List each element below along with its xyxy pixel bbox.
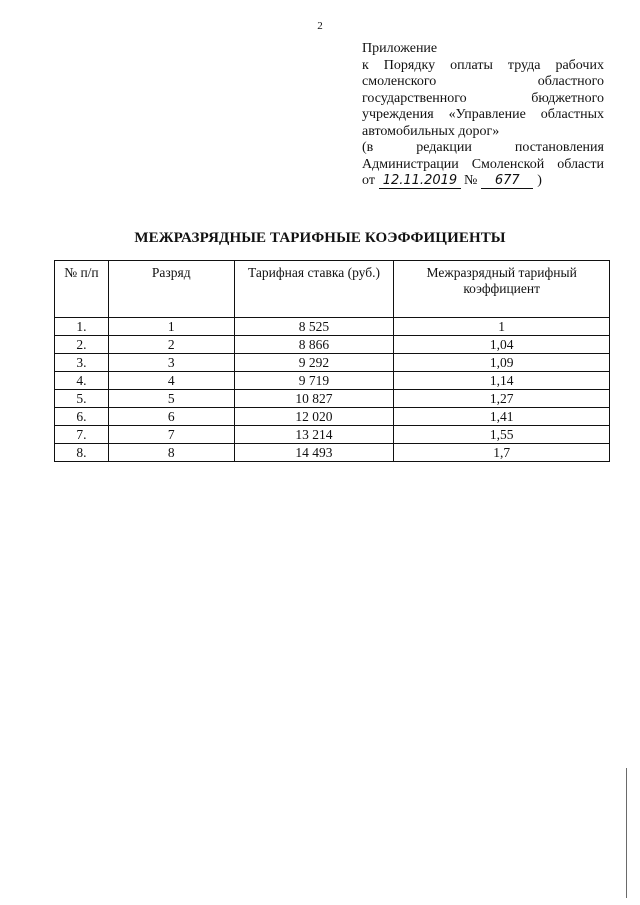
cell-number: 3.	[55, 354, 109, 372]
cell-rate: 10 827	[234, 390, 394, 408]
appendix-word: бюджетного	[531, 90, 604, 106]
appendix-word: труда	[507, 57, 541, 73]
cell-grade: 1	[108, 318, 234, 336]
cell-rate: 13 214	[234, 426, 394, 444]
number-label: №	[463, 173, 478, 188]
cell-grade: 2	[108, 336, 234, 354]
cell-coefficient: 1,09	[394, 354, 610, 372]
cell-grade: 7	[108, 426, 234, 444]
cell-rate: 9 292	[234, 354, 394, 372]
cell-number: 8.	[55, 444, 109, 462]
appendix-line	[362, 74, 604, 91]
cell-number: 7.	[55, 426, 109, 444]
cell-rate: 12 020	[234, 408, 394, 426]
table-row	[55, 336, 610, 354]
appendix-word: «Управление	[448, 107, 526, 122]
handwritten-number: 677	[481, 174, 533, 189]
appendix-line	[362, 107, 604, 124]
appendix-word: области	[557, 156, 604, 172]
appendix-word: смоленского	[362, 74, 437, 89]
table-row	[55, 408, 610, 426]
from-label: от	[362, 173, 375, 188]
appendix-line	[362, 91, 604, 108]
table-row	[55, 372, 610, 390]
document-title: МЕЖРАЗРЯДНЫЕ ТАРИФНЫЕ КОЭФФИЦИЕНТЫ	[134, 230, 506, 246]
cell-coefficient: 1,41	[394, 408, 610, 426]
appendix-word: областного	[537, 74, 604, 89]
appendix-line	[362, 58, 604, 75]
handwritten-date: 12.11.2019	[379, 174, 461, 189]
page-number: 2	[317, 20, 323, 32]
table-row	[55, 426, 610, 444]
cell-coefficient: 1,04	[394, 336, 610, 354]
cell-coefficient: 1,7	[394, 444, 610, 462]
cell-number: 6.	[55, 408, 109, 426]
scan-margin-mark	[626, 768, 627, 898]
tariff-table	[54, 260, 610, 462]
header-rate: Тарифная ставка (руб.)	[234, 261, 394, 318]
appendix-word: к	[362, 57, 369, 73]
cell-grade: 5	[108, 390, 234, 408]
cell-rate: 9 719	[234, 372, 394, 390]
appendix-word: оплаты	[450, 57, 493, 73]
cell-grade: 8	[108, 444, 234, 462]
appendix-line	[362, 140, 604, 157]
cell-coefficient: 1,14	[394, 372, 610, 390]
cell-rate: 8 525	[234, 318, 394, 336]
cell-number: 5.	[55, 390, 109, 408]
appendix-word: областных	[540, 107, 604, 122]
table-body	[55, 318, 610, 462]
appendix-word: Смоленской	[471, 156, 545, 172]
appendix-word: Администрации	[362, 156, 459, 172]
cell-rate: 8 866	[234, 336, 394, 354]
appendix-line	[362, 124, 604, 141]
table-row	[55, 444, 610, 462]
appendix-word: учреждения	[362, 107, 434, 122]
appendix-header	[362, 41, 604, 190]
header-number: № п/п	[55, 261, 109, 318]
table-row	[55, 390, 610, 408]
table-row	[55, 354, 610, 372]
cell-grade: 4	[108, 372, 234, 390]
table-header-row	[55, 261, 610, 318]
appendix-line	[362, 157, 604, 174]
cell-grade: 3	[108, 354, 234, 372]
cell-coefficient: 1,55	[394, 426, 610, 444]
cell-number: 1.	[55, 318, 109, 336]
cell-grade: 6	[108, 408, 234, 426]
appendix-word: (в	[362, 140, 374, 155]
table-row	[55, 318, 610, 336]
cell-rate: 14 493	[234, 444, 394, 462]
appendix-date-line	[362, 173, 604, 190]
appendix-word: Порядку	[383, 57, 436, 73]
header-coefficient: Межразрядный тарифный коэффициент	[394, 261, 610, 318]
appendix-word: редакции	[416, 140, 472, 155]
closing-paren: )	[537, 173, 542, 188]
appendix-word: постановления	[514, 140, 604, 155]
cell-coefficient: 1	[394, 318, 610, 336]
cell-number: 4.	[55, 372, 109, 390]
cell-number: 2.	[55, 336, 109, 354]
appendix-word: автомобильных дорог»	[362, 123, 500, 139]
appendix-line	[362, 41, 604, 58]
appendix-word: государственного	[362, 90, 467, 106]
cell-coefficient: 1,27	[394, 390, 610, 408]
header-grade: Разряд	[108, 261, 234, 318]
appendix-word: Приложение	[362, 41, 438, 56]
appendix-word: рабочих	[555, 57, 604, 73]
